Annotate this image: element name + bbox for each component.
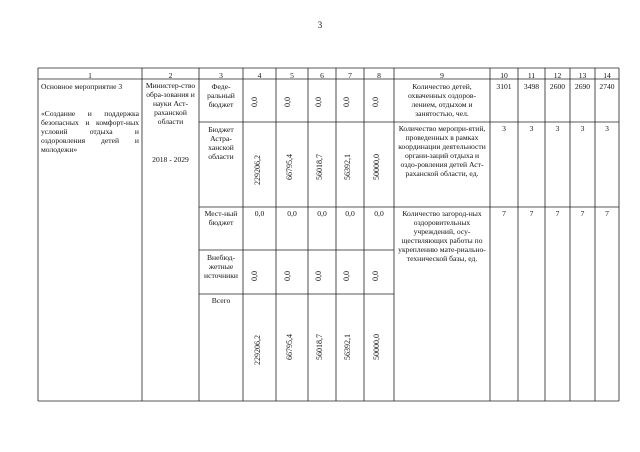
column-number-9: 9 — [440, 71, 444, 80]
indicator-camps-y3: 7 — [555, 209, 560, 218]
value-federal-y5: 0,0 — [371, 97, 380, 107]
source-label-regional: Бюджет Астра-ханской области — [208, 125, 234, 161]
executor-name: Министер-ство обра-зования и науки Аст-раханской области — [145, 81, 196, 126]
value-total-y3: 56018,7 — [315, 334, 324, 360]
value-local-y3: 0,0 — [317, 209, 327, 218]
indicator-events-y5: 3 — [605, 124, 609, 133]
column-number-2: 2 — [168, 71, 173, 80]
indicator-name-camps: Количество загород-ных оздоровительных учреждений, осу-ществляющих работы по укреплению мате-риально-технической базы, ед. — [398, 209, 486, 263]
value-regional-y1: 229206,2 — [253, 155, 262, 185]
value-extrabudget-y3: 0,0 — [314, 271, 323, 281]
indicator-camps-y4: 7 — [580, 209, 585, 218]
column-number-10: 10 — [500, 71, 508, 80]
source-label-extrabudget: Внебюд-жетные источники — [204, 253, 238, 280]
indicator-name-children: Количество детей, охваченных оздоров-лением, отдыхом и занятостью, чел. — [407, 82, 477, 118]
value-extrabudget-y4: 0,0 — [342, 271, 351, 281]
value-regional-y5: 50000,0 — [372, 154, 381, 180]
source-label-local: Мест-ный бюджет — [204, 209, 238, 227]
indicator-children-y3: 2600 — [549, 82, 566, 91]
value-federal-y4: 0,0 — [342, 97, 351, 107]
source-label-total: Всего — [211, 296, 231, 305]
indicator-name-events: Количество меропри-ятий, проведенных в рамках координации деятельности органи-заций отдыха и оздо-ровления детей Аст-раханской области, ед. — [398, 124, 486, 178]
column-number-14: 14 — [603, 71, 611, 80]
indicator-events-y3: 3 — [555, 124, 560, 133]
value-extrabudget-y2: 0,0 — [283, 271, 292, 281]
column-number-11: 11 — [527, 71, 536, 80]
event-title: Основное мероприятие 3 — [41, 82, 123, 91]
column-number-4: 4 — [257, 71, 262, 80]
indicator-camps-y1: 7 — [502, 209, 506, 218]
column-number-6: 6 — [320, 71, 324, 80]
source-label-federal: Феде-ральный бюджет — [207, 82, 235, 109]
column-number-1: 1 — [88, 71, 92, 80]
indicator-events-y1: 3 — [502, 124, 506, 133]
column-number-12: 12 — [553, 71, 562, 80]
indicator-events-y4: 3 — [580, 124, 585, 133]
indicator-children-y4: 2690 — [574, 82, 591, 91]
column-number-8: 8 — [377, 71, 381, 80]
indicator-children-y2: 3498 — [523, 82, 540, 91]
value-extrabudget-y5: 0,0 — [371, 271, 380, 281]
value-federal-y1: 0,0 — [250, 97, 259, 107]
value-federal-y3: 0,0 — [314, 97, 323, 107]
value-local-y5: 0,0 — [374, 209, 384, 218]
value-total-y1: 229206,2 — [253, 335, 262, 365]
value-total-y5: 50000,0 — [372, 334, 381, 360]
value-total-y2: 66795,4 — [285, 334, 294, 360]
value-regional-y3: 56018,7 — [315, 154, 324, 180]
column-number-13: 13 — [578, 71, 587, 80]
value-total-y4: 56392,1 — [343, 334, 352, 360]
value-local-y4: 0,0 — [345, 209, 355, 218]
column-number-5: 5 — [290, 71, 294, 80]
value-extrabudget-y1: 0,0 — [250, 271, 259, 281]
value-local-y2: 0,0 — [287, 209, 297, 218]
indicator-children-y1: 3101 — [496, 82, 512, 91]
value-regional-y2: 66795,4 — [285, 154, 294, 180]
indicator-events-y2: 3 — [529, 124, 534, 133]
value-local-y1: 0,0 — [254, 209, 265, 218]
indicator-children-y5: 2740 — [599, 82, 615, 91]
event-description: «Создание и поддержка безопасных и комфорт-ных условий отдыха и оздоровления детей и молодежи» — [41, 109, 139, 154]
column-number-3: 3 — [219, 71, 223, 80]
value-federal-y2: 0,0 — [283, 97, 292, 107]
indicator-camps-y5: 7 — [605, 209, 609, 218]
page-number: 3 — [317, 20, 323, 30]
column-number-7: 7 — [348, 71, 352, 80]
value-regional-y4: 56392,1 — [343, 154, 352, 180]
executor-period: 2018 - 2029 — [152, 155, 189, 164]
indicator-camps-y2: 7 — [529, 209, 534, 218]
